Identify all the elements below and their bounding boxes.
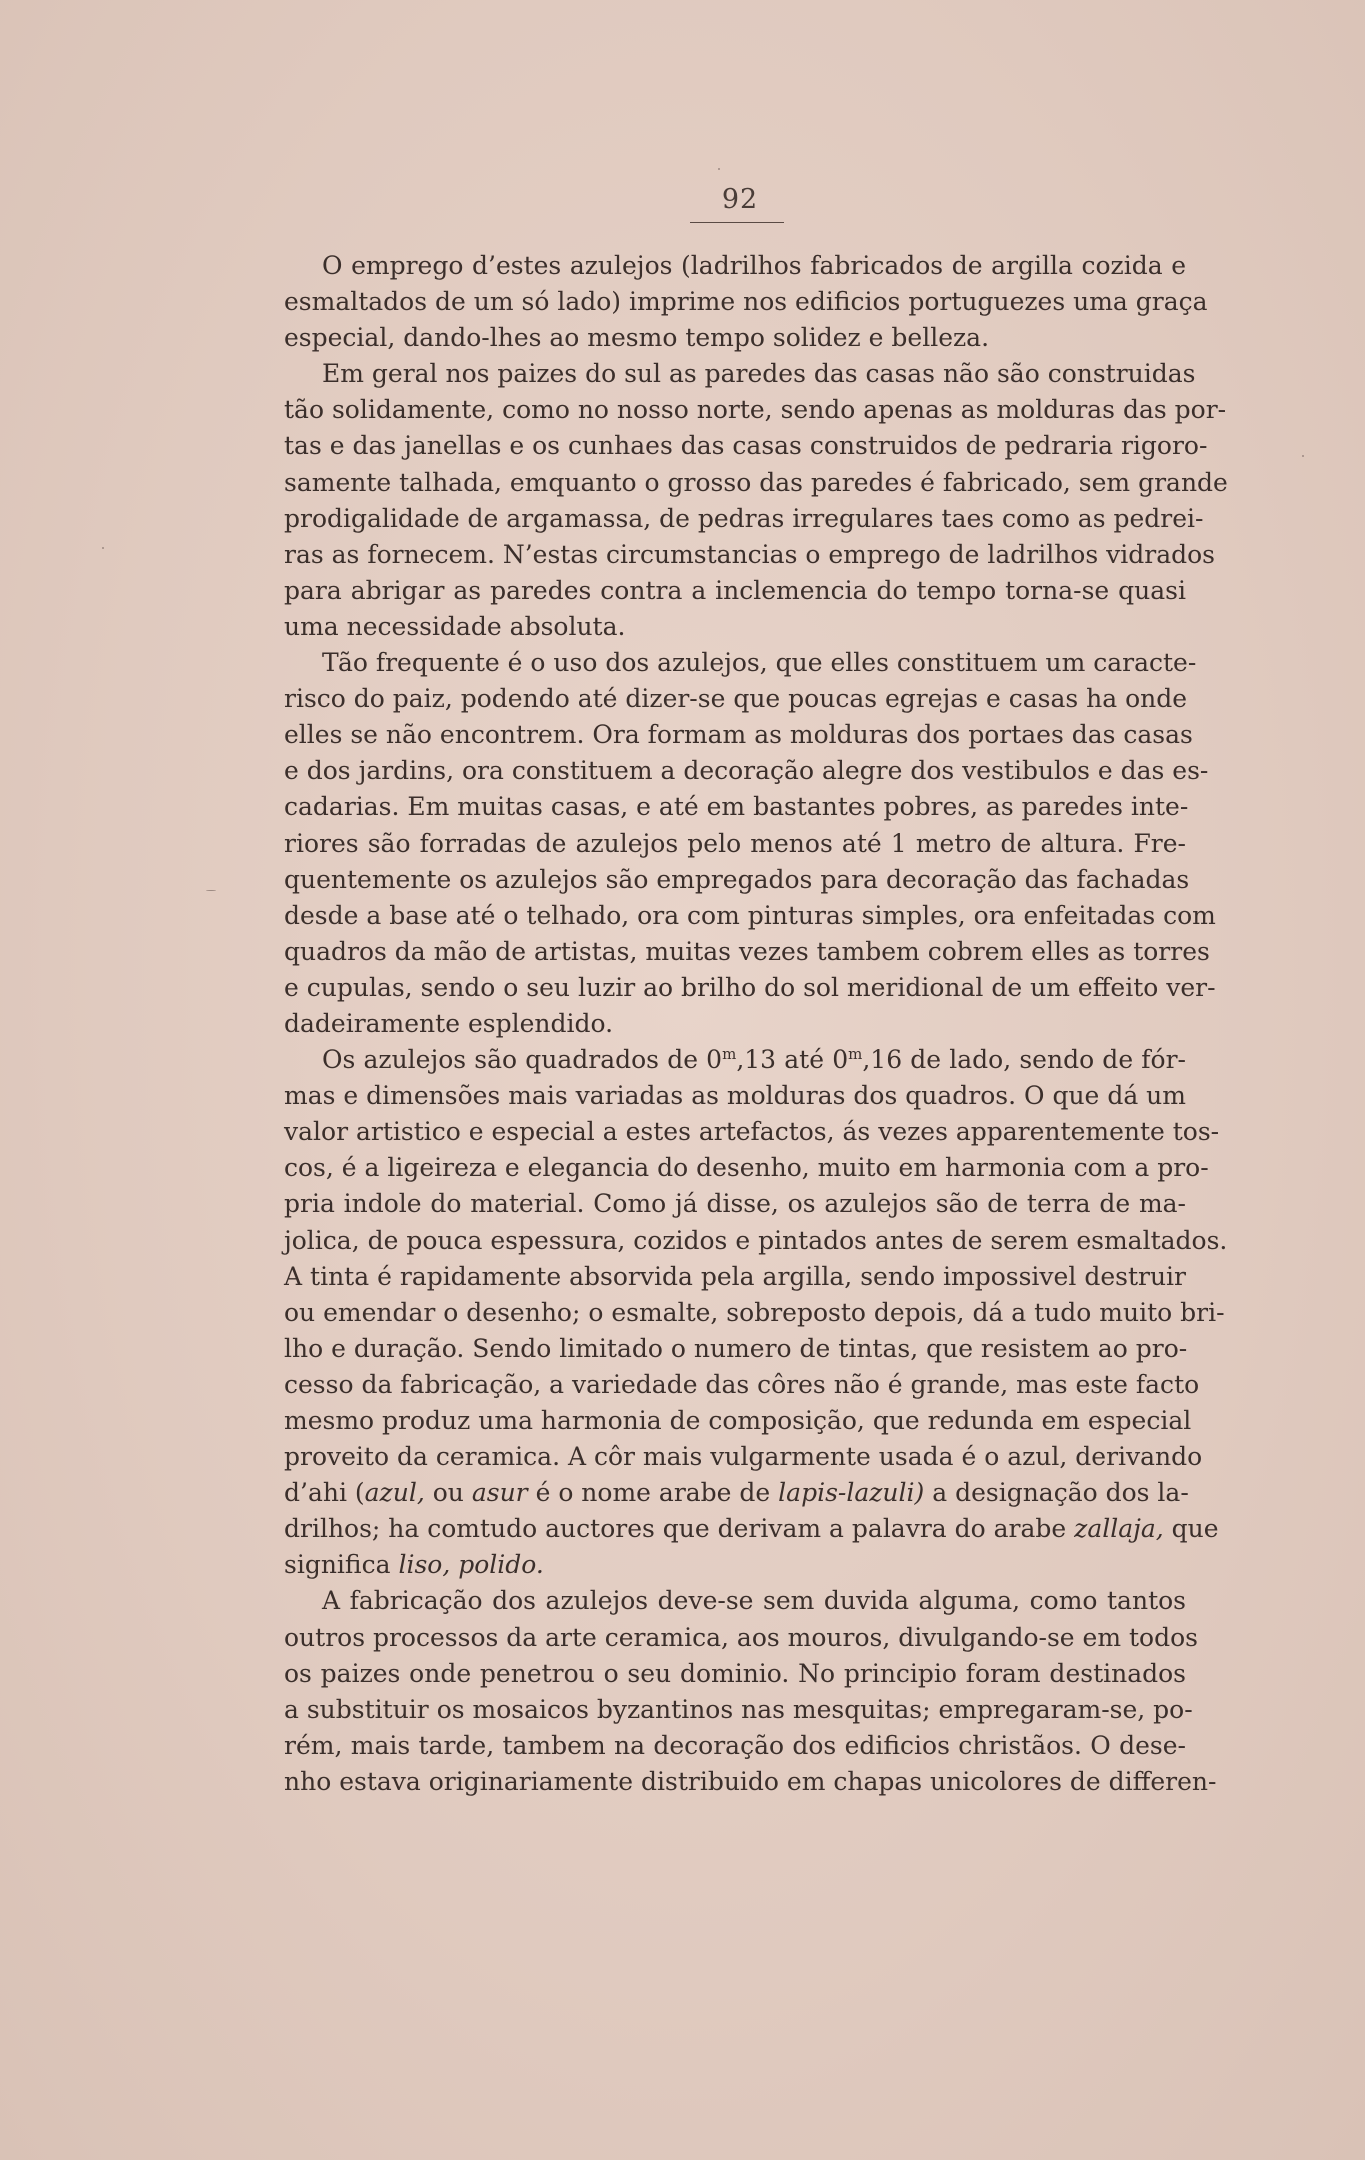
text-line [284, 1511, 1219, 1547]
italic-term: liso, polido. [398, 1550, 544, 1580]
text-line: jolica, de pouca espessura, cozidos e pintados antes de serem esmaltados. [284, 1225, 1228, 1255]
text-line: pria indole do material. Como já disse, os azulejos são de terra de ma- [284, 1189, 1186, 1219]
text-line: cos, é a ligeireza e elegancia do desenho, muito em harmonia com a pro- [284, 1153, 1209, 1183]
text-line: riores são forradas de azulejos pelo menos até 1 metro de altura. Fre- [284, 828, 1186, 858]
text-line: desde a base até o telhado, ora com pinturas simples, ora enfeitadas com [284, 900, 1216, 930]
text-line: a substituir os mosaicos byzantinos nas mesquitas; empregaram-se, po- [284, 1694, 1193, 1724]
text-line: para abrigar as paredes contra a inclemencia do tempo torna-se quasi [284, 575, 1186, 605]
paper-speck [102, 547, 104, 549]
text-line: quadros da mão de artistas, muitas vezes tambem cobrem elles as torres [284, 936, 1210, 966]
text-line: valor artistico e especial a estes artefactos, ás vezes apparentemente tos- [284, 1117, 1220, 1147]
text-line [284, 1042, 1186, 1078]
text-line: cesso da fabricação, a variedade das côres não é grande, mas este facto [284, 1369, 1200, 1399]
superscript-unit: m [848, 1045, 863, 1064]
text-line: uma necessidade absoluta. [284, 611, 626, 641]
text-line: outros processos da arte ceramica, aos mouros, divulgando-se em todos [284, 1622, 1198, 1652]
text-line: O emprego d’estes azulejos (ladrilhos fabricados de argilla cozida e [322, 251, 1186, 280]
text-line: cadarias. Em muitas casas, e até em bastantes pobres, as paredes inte- [284, 792, 1189, 822]
text-line: ou emendar o desenho; o esmalte, sobreposto depois, dá a tudo muito bri- [284, 1297, 1225, 1327]
text-line: A tinta é rapidamente absorvida pela argilla, sendo impossivel destruir [284, 1261, 1186, 1291]
text-line: tão solidamente, como no nosso norte, sendo apenas as molduras das por- [284, 395, 1227, 425]
text-line: rém, mais tarde, tambem na decoração dos edificios christãos. O dese- [284, 1730, 1186, 1760]
text-line [284, 1475, 1189, 1511]
paper-speck [718, 168, 720, 170]
text-line: nho estava originariamente distribuido em chapas unicolores de differen- [284, 1766, 1217, 1796]
text-run: d’ahi ( [284, 1478, 365, 1508]
text-run: é o nome arabe de [527, 1478, 779, 1508]
italic-term: zallaja, [1074, 1514, 1164, 1544]
text-line: proveito da ceramica. A côr mais vulgarmente usada é o azul, derivando [284, 1442, 1203, 1472]
text-line: os paizes onde penetrou o seu dominio. No principio foram destinados [284, 1658, 1186, 1688]
text-run: significa [284, 1550, 399, 1580]
text-line: mas e dimensões mais variadas as molduras dos quadros. O que dá um [284, 1081, 1186, 1111]
page-number-rule [690, 222, 784, 223]
italic-term: lapis-lazuli) [778, 1478, 925, 1508]
text-line [284, 1547, 1186, 1583]
paper-speck [206, 890, 216, 891]
text-run: a designação dos la- [924, 1478, 1189, 1508]
text-line: ras as fornecem. N’estas circumstancias o emprego de ladrilhos vidrados [284, 539, 1215, 569]
italic-term: azul, [364, 1478, 425, 1508]
text-run: drilhos; ha comtudo auctores que derivam a palavra do arabe [284, 1514, 1075, 1544]
text-line: tas e das janellas e os cunhaes das casas construidos de pedraria rigoro- [284, 431, 1208, 461]
text-line: A fabricação dos azulejos deve-se sem duvida alguma, como tantos [322, 1586, 1186, 1616]
text-line: esmaltados de um só lado) imprime nos edificios portuguezes uma graça [284, 287, 1208, 317]
superscript-unit: m [722, 1045, 737, 1064]
text-line: quentemente os azulejos são empregados para decoração das fachadas [284, 864, 1190, 894]
text-run: ou [424, 1478, 472, 1508]
paper-speck [1302, 455, 1304, 457]
text-line: dadeiramente esplendido. [284, 1008, 614, 1038]
text-line: risco do paiz, podendo até dizer-se que poucas egrejas e casas ha onde [284, 684, 1188, 714]
text-line: especial, dando-lhes ao mesmo tempo solidez e belleza. [284, 323, 990, 353]
body-text [284, 248, 1228, 1800]
italic-term: asur [471, 1478, 528, 1508]
text-line: mesmo produz uma harmonia de composição, que redunda em especial [284, 1406, 1192, 1435]
text-line: Em geral nos paizes do sul as paredes das casas não são construidas [322, 359, 1196, 389]
text-run: ,13 até 0 [736, 1045, 849, 1075]
text-run: Os azulejos são quadrados de 0 [322, 1045, 723, 1075]
text-line: Tão frequente é o uso dos azulejos, que elles constituem um caracte- [322, 648, 1197, 678]
text-line: prodigalidade de argamassa, de pedras irregulares taes como as pedrei- [284, 503, 1204, 533]
text-line: e cupulas, sendo o seu luzir ao brilho do sol meridional de um effeito ver- [284, 972, 1216, 1002]
text-line: lho e duração. Sendo limitado o numero de tintas, que resistem ao pro- [284, 1333, 1188, 1363]
page-number: 92 [721, 184, 759, 215]
text-line: elles se não encontrem. Ora formam as molduras dos portaes das casas [284, 720, 1193, 750]
text-run: ,16 de lado, sendo de fór- [862, 1045, 1186, 1075]
text-line: e dos jardins, ora constituem a decoração alegre dos vestibulos e das es- [284, 756, 1209, 786]
text-line: samente talhada, emquanto o grosso das paredes é fabricado, sem grande [284, 467, 1228, 497]
text-run: que [1163, 1514, 1219, 1544]
